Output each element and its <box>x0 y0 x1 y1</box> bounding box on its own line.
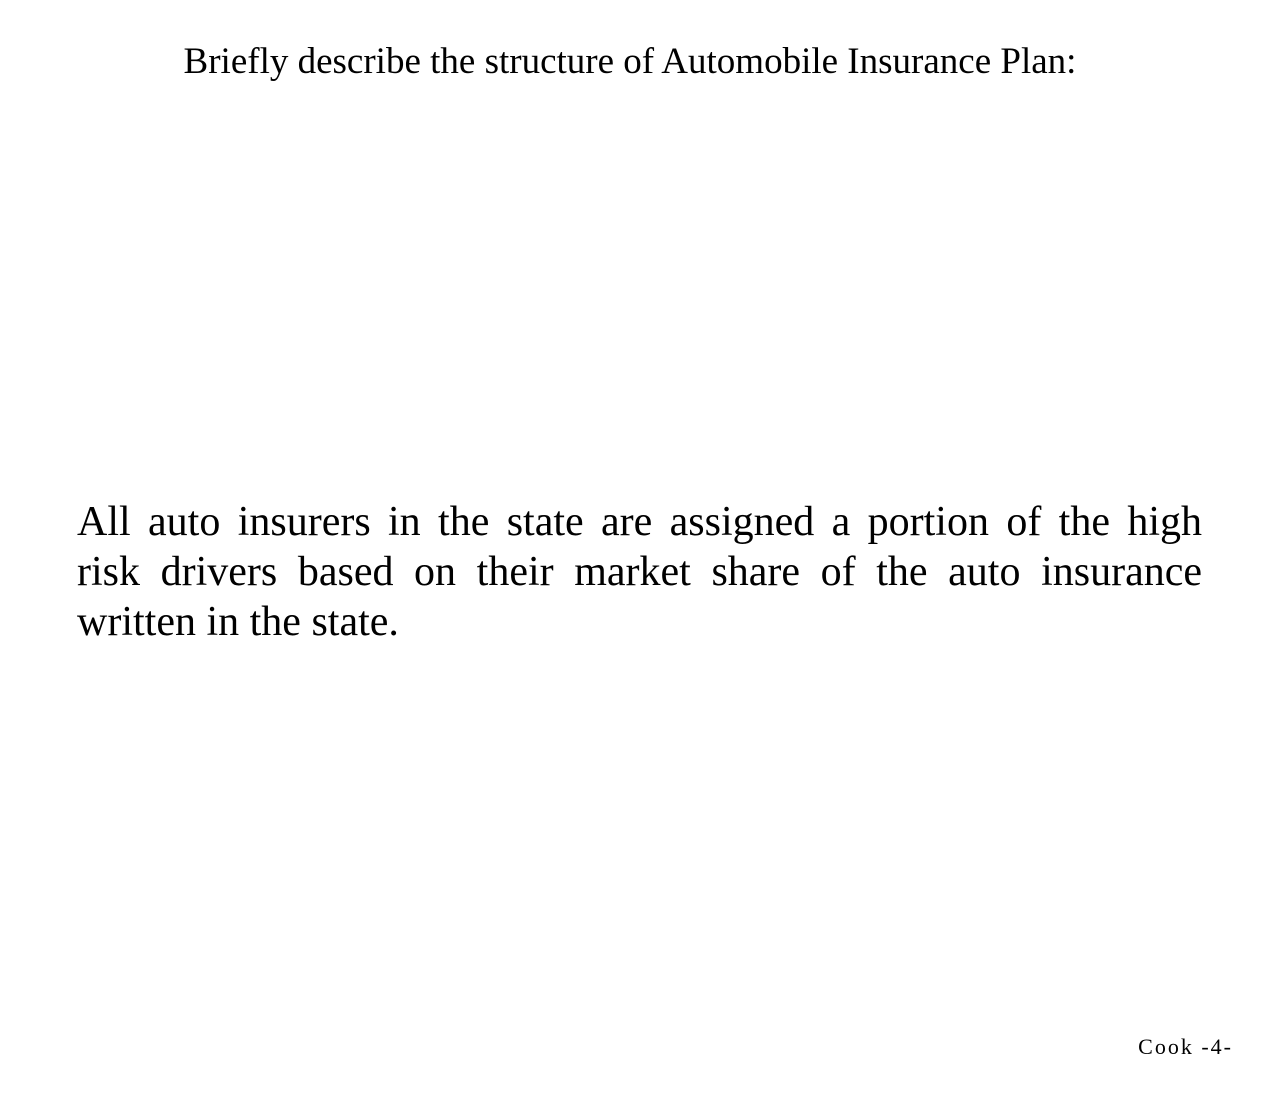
page-footer-label: Cook -4- <box>1138 1034 1233 1059</box>
answer-block <box>77 497 1202 647</box>
answer-line-2: risk drivers based on their market share of the auto insurance <box>77 549 1202 595</box>
answer-line-3: written in the state. <box>77 599 399 645</box>
answer-line-1: All auto insurers in the state are assigned a portion of the high <box>77 499 1202 545</box>
question-text: Briefly describe the structure of Automobile Insurance Plan: <box>183 41 1077 82</box>
